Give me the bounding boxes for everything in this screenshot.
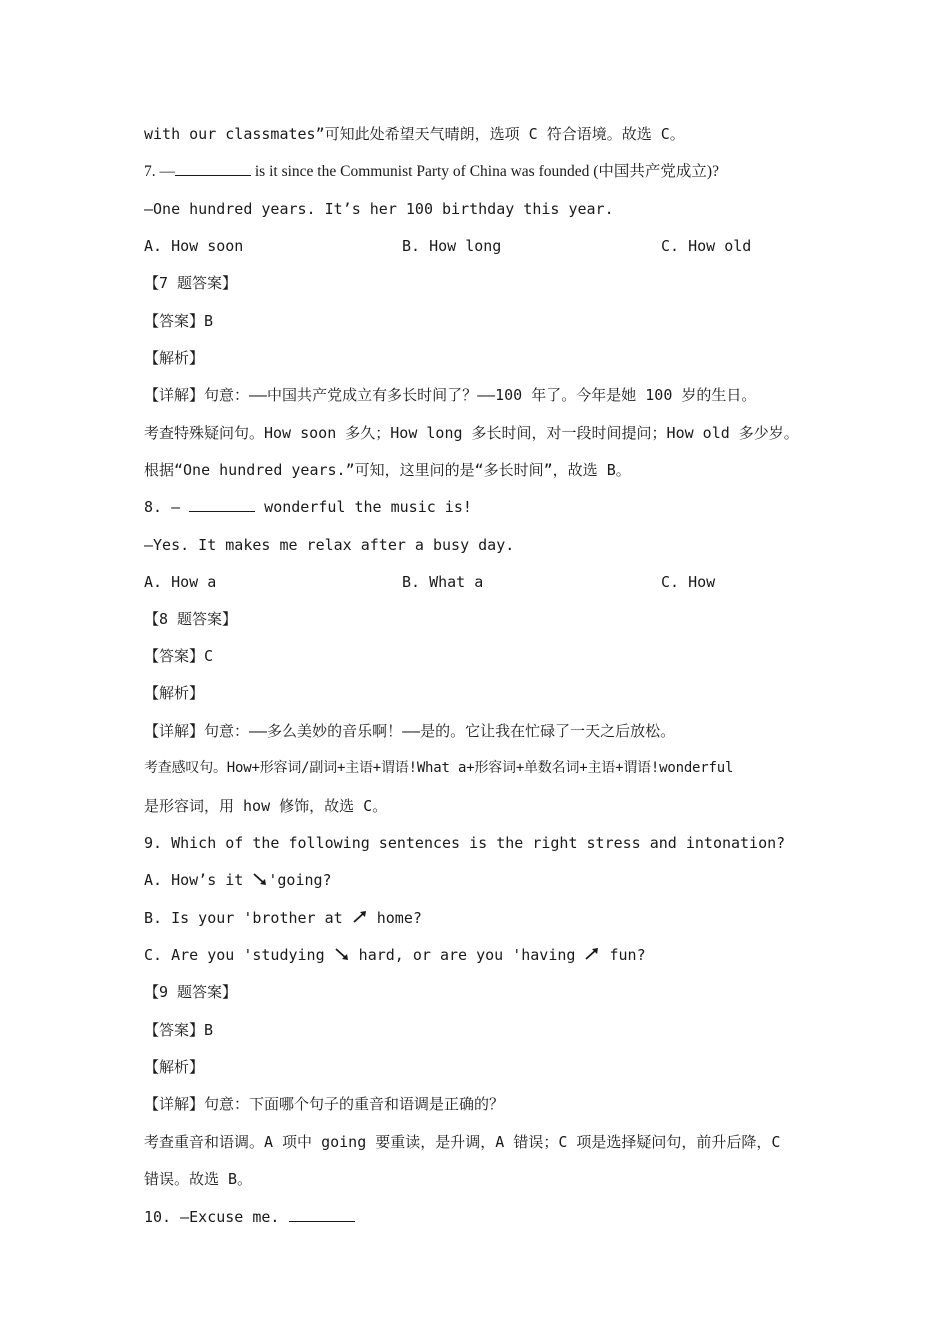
analysis-heading: 【解析】 — [144, 684, 205, 702]
answer-line: 【答案】B — [144, 312, 214, 330]
option-text: A. How’s it — [144, 871, 253, 889]
answer-blank — [289, 1207, 355, 1222]
answer-blank — [189, 497, 255, 512]
question-8-stem — [144, 497, 824, 517]
answer-heading: 【9 题答案】 — [144, 983, 238, 1001]
text-line: with our classmates”可知此处希望天气晴朗，选项 C 符合语境。故选 C。 — [144, 125, 685, 143]
answer-line: 【答案】C — [144, 647, 214, 665]
answer-line: 【答案】B — [144, 1021, 214, 1039]
answer-blank — [175, 161, 251, 176]
option-c: C. How old — [661, 237, 752, 255]
falling-intonation-arrow-icon — [334, 946, 350, 962]
analysis-heading: 【解析】 — [144, 1058, 205, 1076]
explanation-line: 【详解】句意：下面哪个句子的重音和语调是正确的？ — [144, 1095, 505, 1113]
question-number: 7. — — [144, 163, 175, 180]
explanation-line: 【详解】句意：——多么美妙的音乐啊！——是的。它让我在忙碌了一天之后放松。 — [144, 722, 676, 740]
question-text: wonderful the music is! — [255, 498, 472, 516]
question-10-stem — [144, 1207, 824, 1227]
option-a: A. How soon — [144, 237, 244, 255]
option-b: B. How long — [402, 237, 502, 255]
option-text: hard, or are you 'having — [349, 946, 585, 964]
question-7-reply: —One hundred years. It’s her 100 birthday this year. — [144, 200, 614, 218]
falling-intonation-arrow-icon — [252, 871, 268, 887]
explanation-line: 考查重音和语调。A 项中 going 要重读，是升调，A 错误；C 项是选择疑问句，前升后降，C — [144, 1133, 781, 1151]
answer-heading: 【7 题答案】 — [144, 274, 238, 292]
option-text: 'going? — [268, 871, 332, 889]
question-text: 10. —Excuse me. — [144, 1208, 289, 1226]
explanation-line: 考查特殊疑问句。How soon 多久；How long 多长时间，对一段时间提问；How old 多少岁。 — [144, 424, 799, 442]
option-text: home? — [367, 909, 422, 927]
option-text: C. Are you 'studying — [144, 946, 334, 964]
explanation-line: 【详解】句意：——中国共产党成立有多长时间了？——100 年了。今年是她 100 岁的生日。 — [144, 386, 757, 404]
rising-intonation-arrow-icon — [584, 946, 600, 962]
rising-intonation-arrow-icon — [352, 909, 368, 925]
option-a — [144, 870, 824, 890]
option-b — [144, 908, 824, 928]
option-text: fun? — [600, 946, 646, 964]
explanation-line: 错误。故选 B。 — [144, 1170, 253, 1188]
explanation-line: 是形容词，用 how 修饰，故选 C。 — [144, 797, 388, 815]
option-c: C. How — [661, 573, 716, 591]
explanation-line: 根据“One hundred years.”可知，这里问的是“多长时间”，故选 B。 — [144, 461, 631, 479]
option-c — [144, 945, 824, 965]
option-b: B. What a — [402, 573, 484, 591]
option-a: A. How a — [144, 573, 217, 591]
explanation-line: 考查感叹句。How+形容词/副词+主语+谓语!What a+形容词+单数名词+主语+谓语!wonderful — [144, 760, 734, 776]
question-7-stem — [144, 161, 824, 182]
option-text: B. Is your 'brother at — [144, 909, 352, 927]
question-text: is it since the Communist Party of China was founded (中国共产党成立)? — [251, 163, 719, 180]
question-number: 8. — — [144, 498, 181, 516]
question-9-stem: 9. Which of the following sentences is the right stress and intonation? — [144, 834, 786, 852]
answer-heading: 【8 题答案】 — [144, 610, 238, 628]
analysis-heading: 【解析】 — [144, 349, 205, 367]
question-8-reply: —Yes. It makes me relax after a busy day. — [144, 536, 515, 554]
